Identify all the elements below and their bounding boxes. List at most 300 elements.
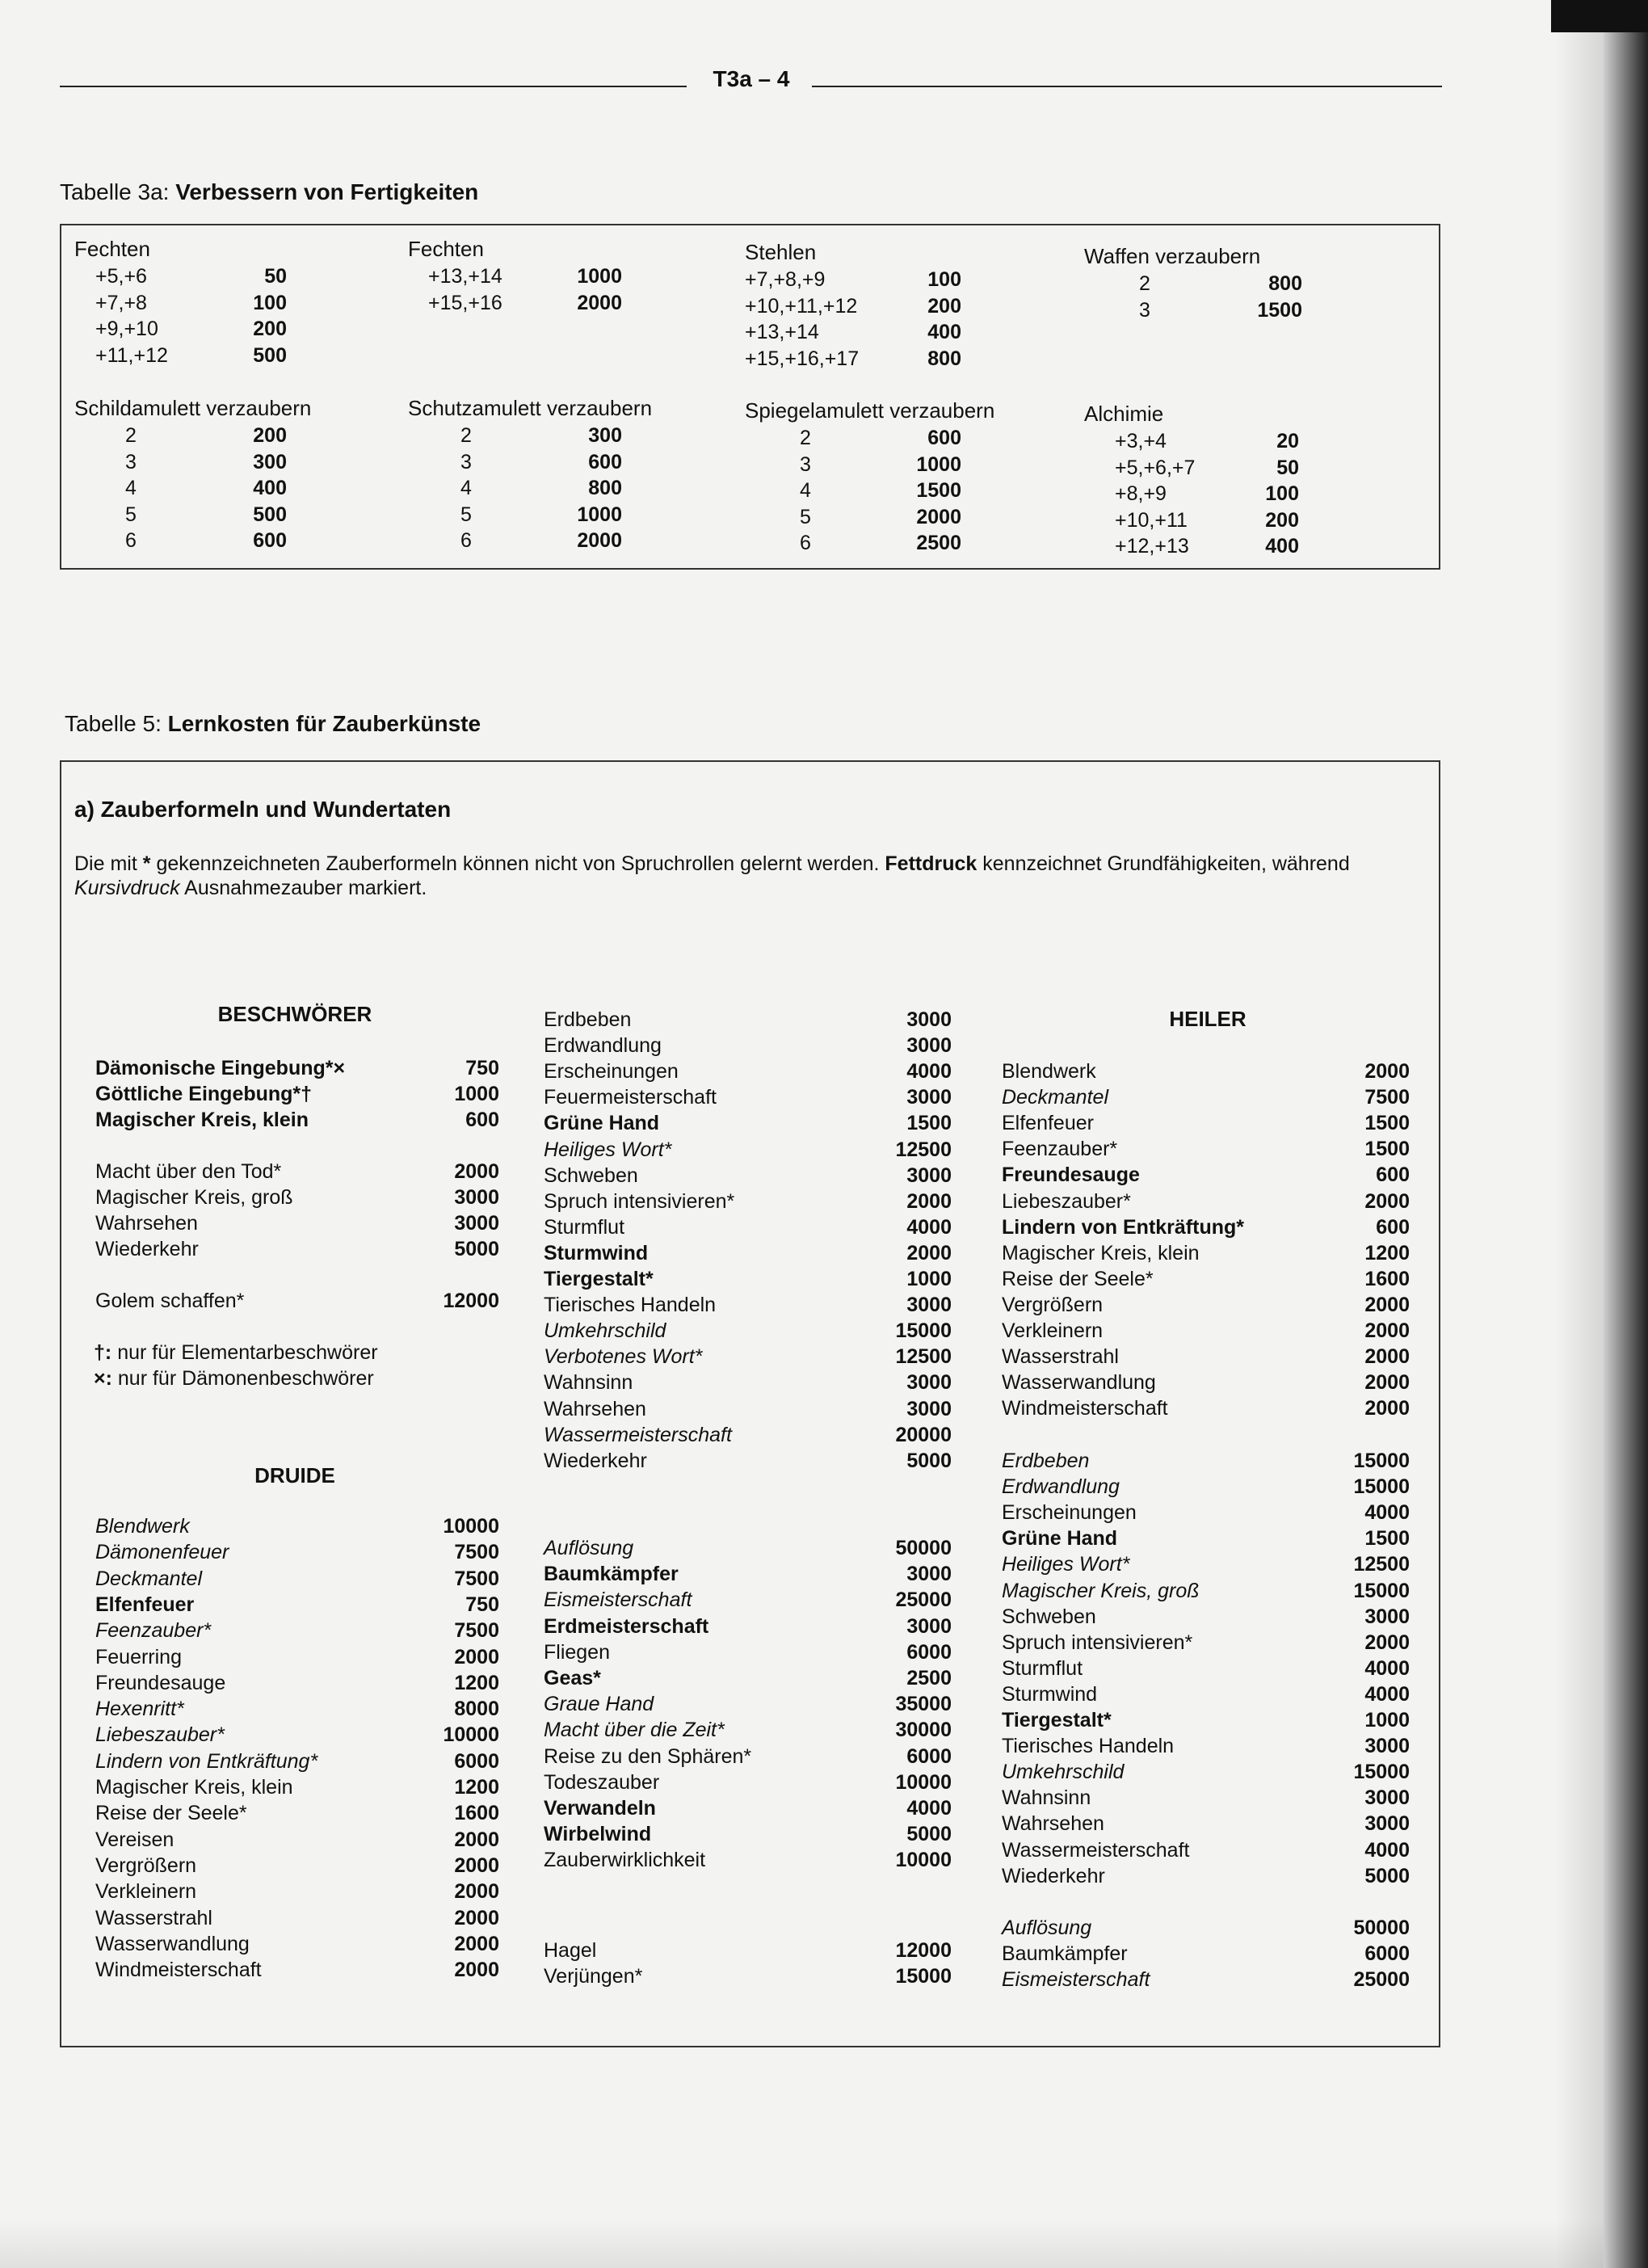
table3a-cost: 100 [927, 268, 961, 291]
spell-name: Verbotenes Wort* [544, 1345, 703, 1369]
book-binding [1604, 0, 1648, 2268]
spell-row [544, 1691, 952, 1717]
table3a-cost: 200 [253, 424, 287, 447]
spell-row [95, 1853, 499, 1879]
spell-cost: 4000 [906, 1797, 952, 1820]
spell-name: Auflösung [1002, 1917, 1092, 1939]
spell-name: Erdbeben [1002, 1450, 1090, 1472]
spell-row [544, 1821, 952, 1847]
spell-row [544, 1163, 952, 1189]
table3a-group-title: Fechten [74, 237, 150, 261]
spell-cost: 2000 [1364, 1371, 1410, 1395]
spell-row [95, 1210, 499, 1236]
spell-cost: 5000 [906, 1449, 952, 1472]
spell-row [1002, 1707, 1410, 1733]
spell-cost: 1200 [454, 1671, 499, 1694]
spell-row [1002, 1941, 1410, 1967]
spell-name: Reise der Seele* [1002, 1267, 1154, 1290]
spell-row [1002, 1344, 1410, 1370]
spell-name: Heiliges Wort* [544, 1138, 672, 1161]
spell-cost: 2000 [454, 1906, 499, 1929]
spell-row [95, 1539, 499, 1565]
spell-name: Wahrsehen [95, 1212, 198, 1235]
spell-cost: 2000 [1364, 1345, 1410, 1369]
note-daemonen [94, 1365, 374, 1391]
spell-cost: 2000 [1364, 1060, 1410, 1083]
spell-row [1002, 1240, 1410, 1266]
spell-name: Tiergestalt* [544, 1268, 654, 1290]
spell-cost: 2000 [454, 1854, 499, 1877]
spell-name: Magischer Kreis, klein [95, 1776, 293, 1799]
table3a-cost: 20 [1276, 430, 1299, 452]
spell-row [544, 1614, 952, 1639]
spell-name: Wasserstrahl [1002, 1345, 1119, 1369]
table5-caption-prefix: Tabelle 5: [65, 711, 162, 736]
table3a-level: 2 [460, 424, 472, 447]
table5-caption-title: Lernkosten für Zauberkünste [167, 711, 481, 736]
table3a-level: 6 [460, 529, 472, 552]
spell-name: Hagel [544, 1939, 597, 1962]
table3a-level: +10,+11,+12 [745, 294, 858, 318]
spell-row [95, 1159, 499, 1184]
spell-row [95, 1107, 499, 1133]
table3a-level: 5 [460, 503, 472, 526]
spell-cost: 15000 [1353, 1450, 1410, 1472]
spell-row [95, 1644, 499, 1670]
spell-name: Schweben [1002, 1605, 1096, 1628]
spell-row [1002, 1681, 1410, 1707]
spell-name: Vergrößern [95, 1854, 197, 1877]
spell-cost: 1000 [906, 1268, 952, 1290]
spell-name: Windmeisterschaft [95, 1959, 262, 1982]
note-daemonen-text: nur für Dämonenbeschwörer [117, 1367, 374, 1390]
spell-name: Sturmwind [1002, 1682, 1098, 1706]
spell-cost: 1500 [1364, 1527, 1410, 1551]
spell-row [1002, 1500, 1410, 1525]
spell-cost: 1000 [1364, 1709, 1410, 1732]
table3a-level: +12,+13 [1115, 535, 1189, 558]
table3a-level: +15,+16 [428, 291, 502, 314]
spell-name: Fliegen [544, 1640, 610, 1664]
spell-row [544, 1214, 952, 1240]
spell-name: Blendwerk [95, 1515, 190, 1538]
table3a-level: +5,+6 [95, 265, 147, 288]
spell-name: Deckmantel [95, 1567, 202, 1590]
spell-row [95, 1288, 499, 1314]
spell-row [95, 1670, 499, 1696]
spell-cost: 2000 [454, 1645, 499, 1668]
spell-name: Verjüngen* [544, 1965, 643, 1988]
spell-cost: 10000 [895, 1770, 952, 1794]
table3a-cost: 400 [1265, 535, 1299, 558]
table3a-cost: 1500 [1257, 298, 1302, 322]
spell-name: Wahrsehen [1002, 1812, 1104, 1836]
spell-row [1002, 1759, 1410, 1785]
spell-row [1002, 1967, 1410, 1992]
spell-name: Verkleinern [1002, 1319, 1104, 1342]
spell-name: Baumkämpfer [1002, 1942, 1128, 1966]
spell-name: Liebeszauber* [1002, 1189, 1131, 1213]
spell-name: Todeszauber [544, 1770, 660, 1794]
spell-name: Erdmeisterschaft [544, 1614, 709, 1638]
spell-cost: 3000 [906, 1294, 952, 1317]
spell-name: Dämonische Eingebung*× [95, 1057, 346, 1079]
spell-name: Erdbeben [544, 1008, 632, 1031]
spell-cost: 2000 [1364, 1397, 1410, 1420]
table3a-cost: 400 [253, 477, 287, 499]
spell-name: Tierisches Handeln [1002, 1735, 1175, 1758]
spell-cost: 1600 [454, 1802, 499, 1825]
spell-name: Dämonenfeuer [95, 1541, 229, 1564]
spell-name: Liebeszauber* [95, 1723, 225, 1747]
table3a-cost: 800 [1268, 272, 1302, 295]
spell-name: Magischer Kreis, klein [95, 1109, 309, 1131]
spell-row [95, 1774, 499, 1800]
spell-cost: 6000 [906, 1744, 952, 1768]
spell-cost: 35000 [895, 1693, 952, 1716]
spell-cost: 5000 [906, 1823, 952, 1846]
table3a-level: 5 [125, 503, 137, 526]
spell-cost: 4000 [906, 1060, 952, 1084]
table3a-level: +11,+12 [95, 343, 168, 367]
spell-name: Erdwandlung [544, 1034, 662, 1058]
spell-row [544, 1561, 952, 1587]
spell-name: Lindern von Entkräftung* [95, 1749, 318, 1773]
spell-cost: 3000 [906, 1563, 952, 1586]
spell-cost: 4000 [1364, 1656, 1410, 1680]
note-elementar [94, 1340, 378, 1365]
druide-header: DRUIDE [254, 1463, 335, 1487]
spell-cost: 2000 [454, 1880, 499, 1904]
spell-row [95, 1592, 499, 1618]
spell-row [1002, 1837, 1410, 1863]
spell-cost: 3000 [906, 1163, 952, 1187]
table3a-level: 2 [800, 427, 811, 449]
spell-row [1002, 1604, 1410, 1630]
spell-cost: 2000 [906, 1189, 952, 1213]
intro-part-3: kennzeichnet Grundfähigkeiten, während [982, 852, 1350, 875]
spell-cost: 12000 [443, 1290, 499, 1312]
intro-italic: Kursivdruck [74, 877, 180, 899]
spell-row [95, 1696, 499, 1722]
table3a-level: 5 [800, 505, 811, 528]
spell-row [1002, 1578, 1410, 1604]
table3a-cost: 800 [927, 347, 961, 370]
spell-row [1002, 1525, 1410, 1551]
spell-cost: 2000 [1364, 1189, 1410, 1213]
spell-row [1002, 1630, 1410, 1656]
spell-cost: 7500 [454, 1541, 499, 1564]
table3a-cost: 100 [1265, 482, 1299, 505]
table3a-level: +9,+10 [95, 318, 158, 340]
spell-name: Vereisen [95, 1828, 174, 1851]
spell-row [95, 1879, 499, 1904]
spell-name: Feenzauber* [1002, 1138, 1118, 1161]
section-title: a) Zauberformeln und Wundertaten [74, 797, 452, 822]
spell-row [95, 1722, 499, 1748]
spell-name: Blendwerk [1002, 1060, 1096, 1083]
spell-cost: 7500 [1364, 1086, 1410, 1109]
spell-name: Freundesauge [1002, 1163, 1140, 1187]
spell-name: Sturmflut [544, 1215, 625, 1239]
spell-cost: 3000 [1364, 1605, 1410, 1628]
spell-row [1002, 1370, 1410, 1395]
table3a-cost: 2000 [916, 505, 961, 528]
spell-cost: 30000 [895, 1719, 952, 1742]
spell-name: Feenzauber* [95, 1619, 212, 1643]
spell-cost: 3000 [906, 1397, 952, 1420]
spell-name: Magischer Kreis, groß [95, 1186, 293, 1209]
intro-part-4: Ausnahmezauber markiert. [184, 877, 427, 899]
table3a-caption-title: Verbessern von Fertigkeiten [175, 179, 479, 204]
spell-name: Golem schaffen* [95, 1290, 245, 1312]
spell-row [1002, 1318, 1410, 1344]
spell-row [95, 1800, 499, 1826]
spell-name: Zauberwirklichkeit [544, 1849, 706, 1872]
spell-row [544, 1007, 952, 1033]
spell-name: Auflösung [544, 1537, 634, 1559]
beschwoerer-header: BESCHWÖRER [217, 1002, 372, 1026]
table3a-level: 4 [460, 477, 472, 499]
spell-cost: 4000 [1364, 1501, 1410, 1525]
spell-row [544, 1769, 952, 1795]
spell-row [544, 1963, 952, 1989]
spell-cost: 2000 [1364, 1631, 1410, 1654]
spell-name: Magischer Kreis, klein [1002, 1241, 1200, 1264]
spell-cost: 50000 [1353, 1917, 1410, 1939]
table3a-cost: 600 [253, 529, 287, 552]
table3a-level: 2 [1139, 272, 1150, 295]
spell-cost: 1200 [454, 1776, 499, 1799]
spell-name: Magischer Kreis, groß [1002, 1579, 1200, 1602]
table3a-cost: 400 [927, 321, 961, 343]
spell-cost: 6000 [454, 1749, 499, 1773]
spell-row [1002, 1785, 1410, 1811]
spell-cost: 3000 [906, 1371, 952, 1395]
spell-row [95, 1748, 499, 1774]
spell-cost: 5000 [454, 1238, 499, 1260]
spell-name: Macht über die Zeit* [544, 1719, 725, 1742]
spell-row [95, 1566, 499, 1592]
page-shadow [1555, 0, 1604, 2268]
spell-cost: 2000 [1364, 1319, 1410, 1342]
spell-cost: 2000 [454, 1932, 499, 1955]
spell-row [95, 1081, 499, 1107]
spell-name: Wassermeisterschaft [544, 1423, 732, 1446]
spell-name: Elfenfeuer [95, 1593, 195, 1616]
table3a-cost: 200 [253, 318, 287, 340]
spell-row [95, 1055, 499, 1081]
spell-cost: 15000 [1353, 1579, 1410, 1602]
spell-cost: 1500 [1364, 1138, 1410, 1161]
spell-cost: 3000 [1364, 1786, 1410, 1810]
scan-edge [1551, 0, 1648, 32]
table3a-group-title: Waffen verzaubern [1084, 244, 1261, 268]
spell-row [544, 1665, 952, 1691]
spell-row [1002, 1915, 1410, 1941]
spell-cost: 750 [465, 1057, 499, 1079]
table3a-caption [60, 179, 478, 205]
spell-name: Feuerring [95, 1645, 182, 1668]
spell-name: Hexenritt* [95, 1698, 184, 1721]
spell-cost: 1500 [906, 1112, 952, 1135]
spell-name: Macht über den Tod* [95, 1160, 282, 1183]
spell-name: Feuermeisterschaft [544, 1086, 717, 1109]
intro-part-2: gekennzeichneten Zauberformeln können nicht von Spruchrollen gelernt werden. [156, 852, 880, 875]
spell-cost: 25000 [1353, 1968, 1410, 1992]
table3a-level: +7,+8,+9 [745, 268, 826, 291]
spell-name: Lindern von Entkräftung* [1002, 1215, 1244, 1239]
spell-name: Freundesauge [95, 1671, 226, 1694]
spell-row [1002, 1110, 1410, 1136]
spell-name: Göttliche Eingebung*† [95, 1083, 313, 1105]
table3a-cost: 500 [253, 343, 287, 367]
spell-row [544, 1058, 952, 1084]
spell-cost: 5000 [1364, 1864, 1410, 1887]
spell-cost: 4000 [906, 1215, 952, 1239]
spell-name: Verkleinern [95, 1880, 197, 1904]
header-rule-right [812, 86, 1442, 87]
spell-cost: 6000 [1364, 1942, 1410, 1966]
intro-part-1: Die mit [74, 852, 137, 875]
spell-row [95, 1184, 499, 1210]
spell-cost: 25000 [895, 1588, 952, 1612]
header-rule-left [60, 86, 687, 87]
table3a-level: 3 [125, 450, 137, 473]
table3a-group-title: Alchimie [1084, 402, 1164, 426]
spell-row [95, 1957, 499, 1983]
spell-name: Umkehrschild [1002, 1761, 1125, 1784]
spell-row [544, 1448, 952, 1474]
spell-row [544, 1396, 952, 1422]
spell-name: Wasserstrahl [95, 1906, 212, 1929]
spell-row [544, 1639, 952, 1665]
spell-name: Erscheinungen [1002, 1501, 1137, 1525]
spell-row [544, 1535, 952, 1561]
spell-row [1002, 1162, 1410, 1188]
table3a-level: 3 [800, 452, 811, 476]
spell-cost: 3000 [906, 1008, 952, 1031]
heiler-header: HEILER [1169, 1007, 1247, 1031]
table3a-cost: 500 [253, 503, 287, 526]
spell-name: Reise der Seele* [95, 1802, 247, 1825]
table3a-cost: 1000 [577, 265, 622, 288]
table3a-cost: 2500 [916, 532, 961, 554]
spell-row [544, 1717, 952, 1743]
spell-row [544, 1033, 952, 1058]
spell-cost: 10000 [443, 1723, 499, 1747]
spell-name: Eismeisterschaft [544, 1588, 692, 1612]
spell-row [1002, 1656, 1410, 1681]
spell-name: Wahnsinn [1002, 1786, 1091, 1810]
table3a-level: +3,+4 [1115, 430, 1167, 452]
table3a-cost: 200 [1265, 508, 1299, 532]
page-number: T3a – 4 [713, 66, 790, 91]
table3a-level: 3 [1139, 298, 1150, 322]
table3a-level: 6 [125, 529, 137, 552]
spell-row [1002, 1551, 1410, 1577]
spell-cost: 10000 [895, 1849, 952, 1872]
table3a-cost: 50 [1276, 456, 1299, 479]
spell-cost: 12500 [895, 1138, 952, 1161]
spell-cost: 7500 [454, 1619, 499, 1643]
spell-cost: 3000 [906, 1034, 952, 1058]
intro-star: * [142, 852, 151, 875]
spell-cost: 2000 [454, 1959, 499, 1982]
spell-row [544, 1189, 952, 1214]
spell-row [544, 1795, 952, 1821]
spell-name: Reise zu den Sphären* [544, 1744, 752, 1768]
spell-row [544, 1422, 952, 1448]
spell-cost: 15000 [895, 1319, 952, 1343]
spell-name: Schweben [544, 1163, 638, 1187]
spell-cost: 600 [1376, 1215, 1410, 1239]
spell-cost: 50000 [895, 1537, 952, 1559]
spell-row [544, 1110, 952, 1136]
spell-row [1002, 1811, 1410, 1837]
spell-name: Spruch intensivieren* [544, 1189, 735, 1213]
spell-cost: 3000 [1364, 1735, 1410, 1758]
spell-name: Grüne Hand [1002, 1527, 1118, 1551]
spell-cost: 7500 [454, 1567, 499, 1590]
spell-row [544, 1344, 952, 1370]
table3a-level: +10,+11 [1115, 508, 1188, 532]
spell-cost: 1000 [454, 1083, 499, 1105]
spell-row [1002, 1058, 1410, 1084]
table3a-cost: 300 [588, 424, 622, 447]
spell-name: Deckmantel [1002, 1086, 1108, 1109]
note-daemonen-symbol: ×: [94, 1367, 112, 1390]
spell-row [95, 1236, 499, 1262]
table3a-cost: 600 [927, 427, 961, 449]
spell-row [544, 1137, 952, 1163]
table3a-level: +13,+14 [745, 321, 819, 343]
spell-cost: 10000 [443, 1515, 499, 1538]
spell-name: Wahrsehen [544, 1397, 646, 1420]
table3a-group-title: Schutzamulett verzaubern [408, 396, 653, 420]
spell-row [1002, 1863, 1410, 1889]
spell-cost: 600 [1376, 1163, 1410, 1187]
spell-row [1002, 1292, 1410, 1318]
note-elementar-symbol: †: [94, 1341, 112, 1364]
spell-name: Umkehrschild [544, 1319, 666, 1343]
table3a-level: +8,+9 [1115, 482, 1167, 505]
table3a-group-title: Spiegelamulett verzaubern [745, 398, 995, 423]
spell-name: Verwandeln [544, 1797, 656, 1820]
spell-name: Eismeisterschaft [1002, 1968, 1150, 1992]
spell-name: Graue Hand [544, 1693, 654, 1716]
spell-cost: 2500 [906, 1667, 952, 1689]
spell-row [1002, 1189, 1410, 1214]
spell-row [544, 1292, 952, 1318]
spell-row [1002, 1395, 1410, 1421]
intro-bold: Fettdruck [885, 852, 977, 875]
spell-cost: 12500 [895, 1345, 952, 1369]
spell-name: Vergrößern [1002, 1293, 1104, 1316]
spell-name: Tiergestalt* [1002, 1709, 1112, 1732]
spell-name: Wiederkehr [544, 1449, 647, 1472]
spell-cost: 750 [465, 1593, 499, 1616]
spell-name: Baumkämpfer [544, 1563, 679, 1586]
page-shade [0, 2220, 1604, 2268]
table3a-level: +13,+14 [428, 265, 502, 288]
spell-cost: 1600 [1364, 1267, 1410, 1290]
spell-row [544, 1240, 952, 1266]
spell-cost: 3000 [906, 1086, 952, 1109]
spell-name: Sturmwind [544, 1241, 649, 1264]
spell-row [95, 1905, 499, 1931]
table3a-group-title: Schildamulett verzaubern [74, 396, 312, 420]
